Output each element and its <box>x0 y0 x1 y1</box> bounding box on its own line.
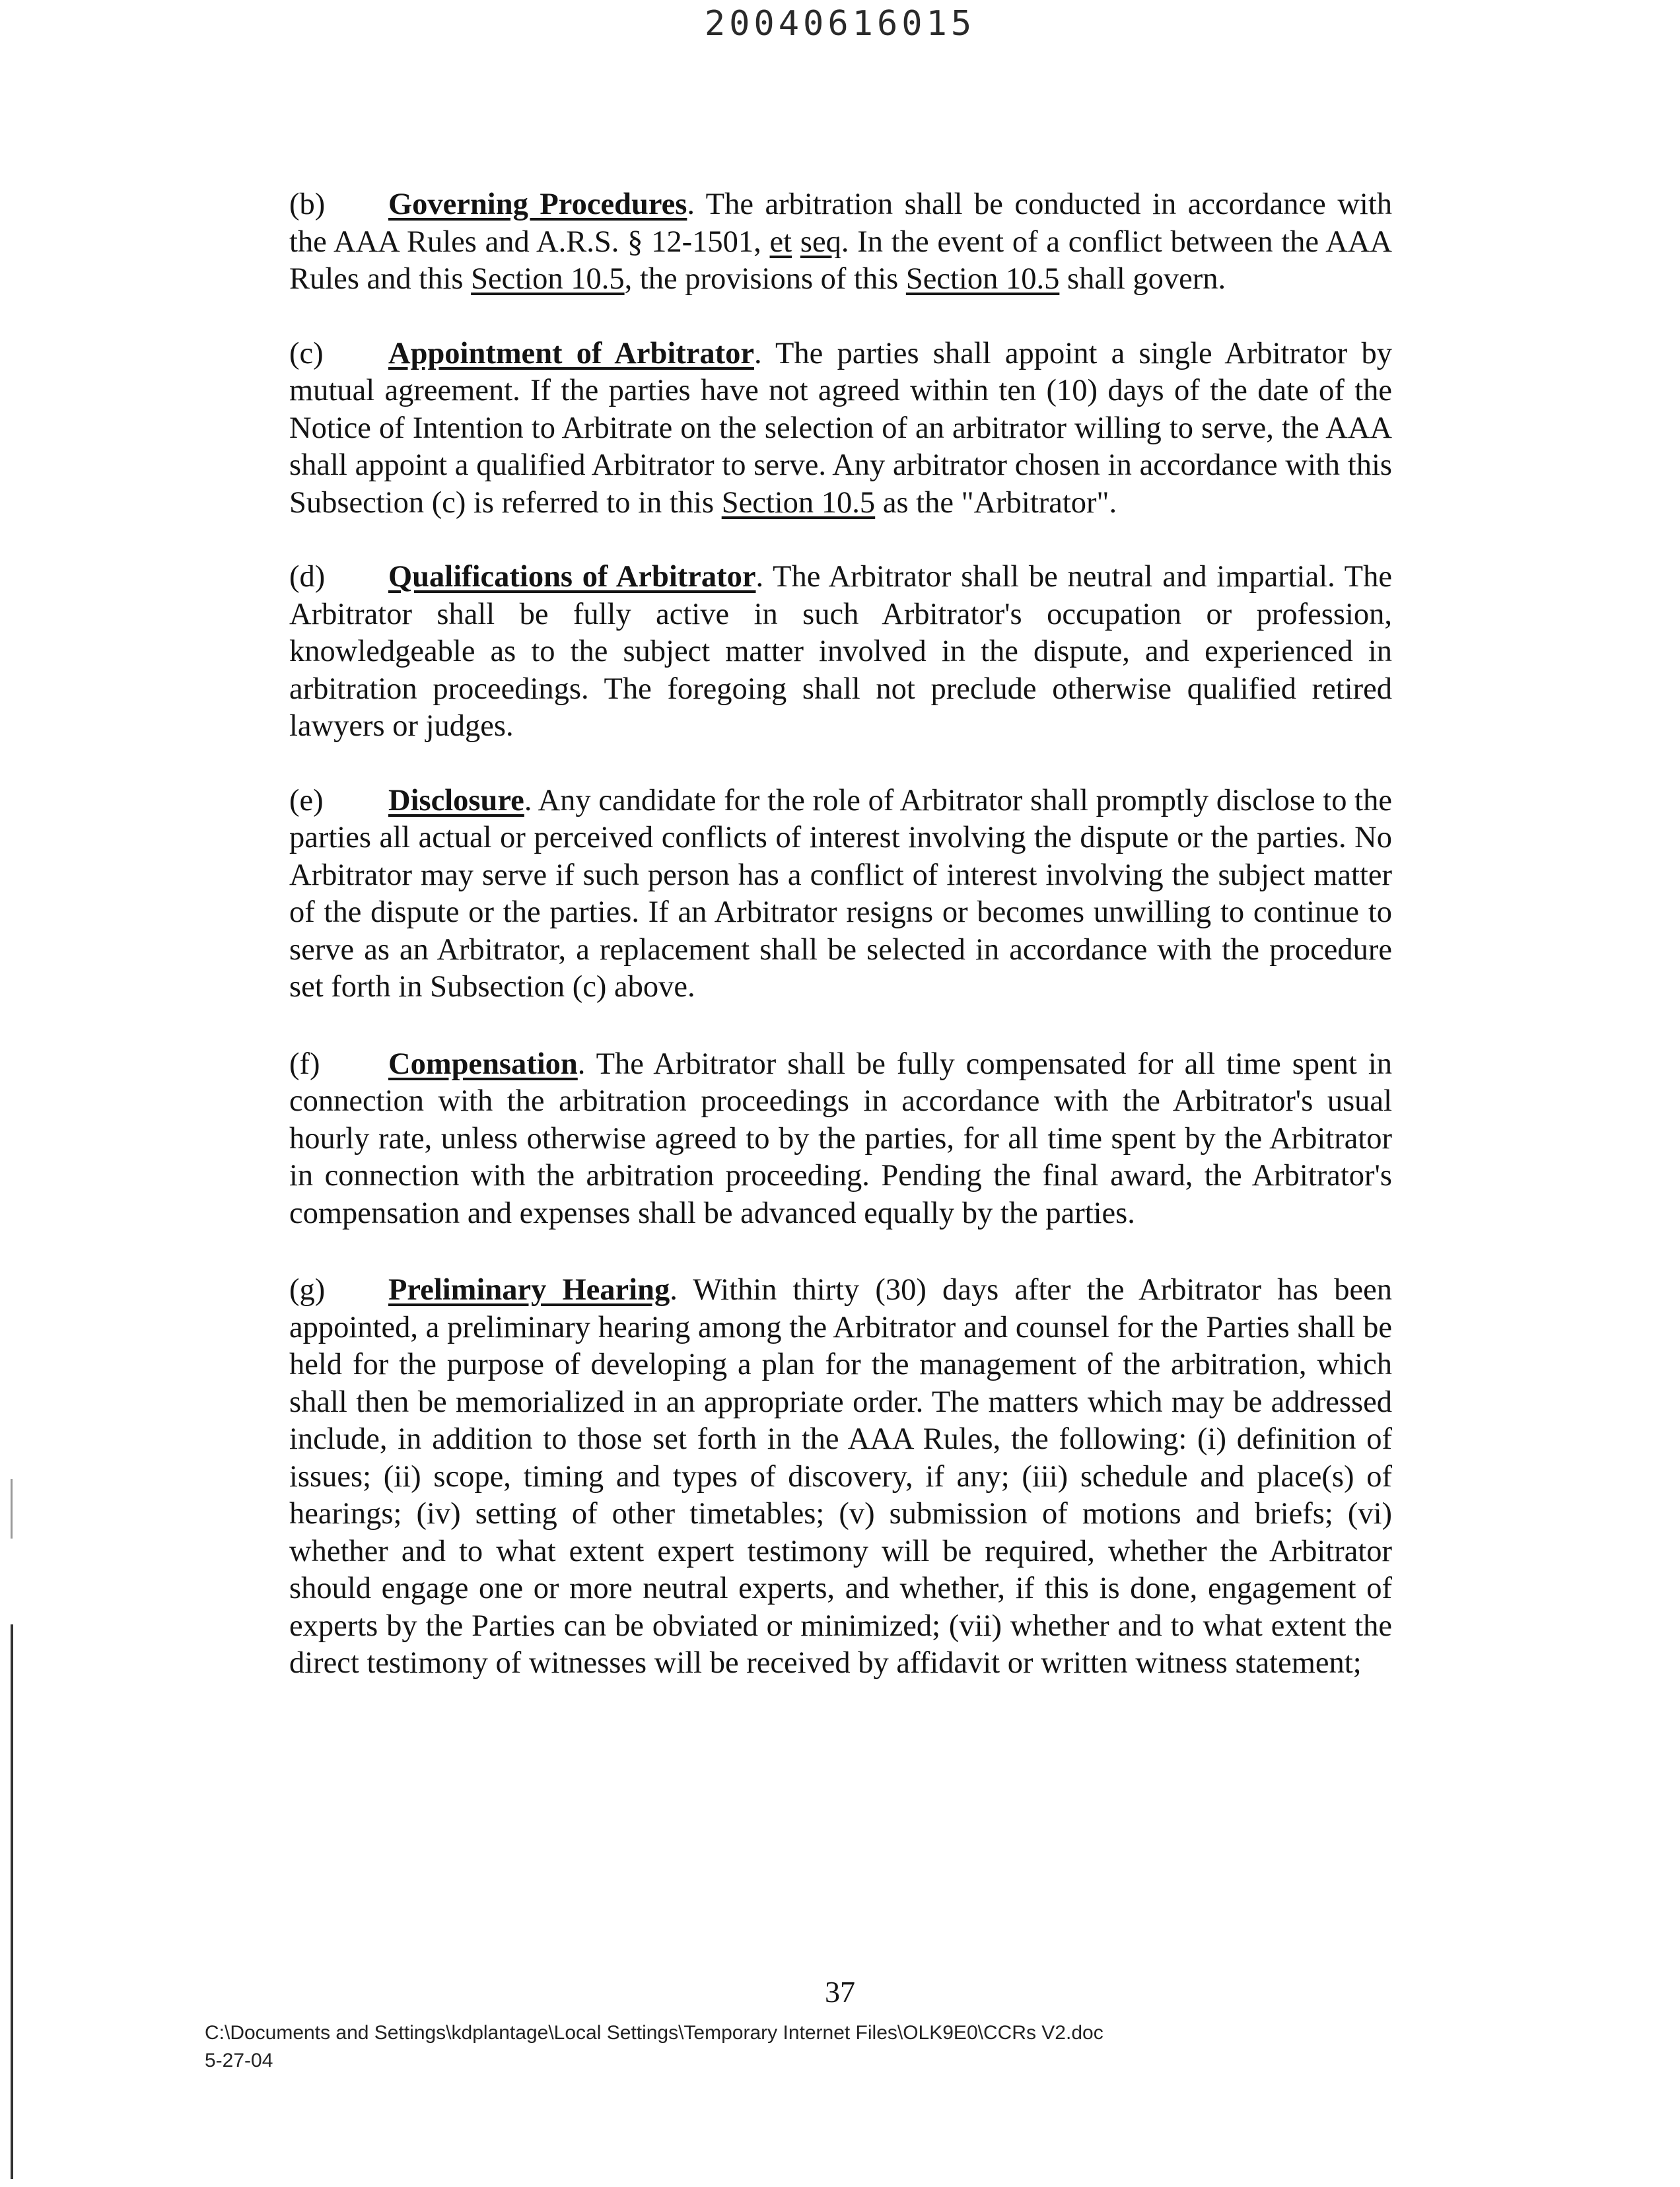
paragraph-disclosure <box>289 782 1392 1006</box>
paragraph-text: , the provisions of this <box>624 262 906 296</box>
paragraph-marker: (e) <box>289 783 324 817</box>
footer-file-path: C:\Documents and Settings\kdplantage\Local Settings\Temporary Internet Files\OLK9E0\CCRs V2.doc <box>205 2022 1103 2044</box>
scan-artifact-line <box>11 1479 13 1539</box>
citation-reference: et <box>769 225 792 259</box>
paragraph-text: . Within thirty (30) days after the Arbitrator has been appointed, a preliminary hearing among the Arbitrator and counsel for the Parties shall be held for the purpose of developing a plan for the management of the arbitration, which shall then be memorialized in an appropriate order. The matters which may be addressed include, in addition to those set forth in the AAA Rules, the following: (i) definition of issues; (ii) scope, timing and types of discovery, if any; (iii) schedule and place(s) of hearings; (iv) setting of other timetables; (v) submission of motions and briefs; (vi) whether and to what extent expert testimony will be required, whether the Arbitrator should engage one or more neutral experts, and whether, if this is done, engagement of experts by the Parties can be obviated or minimized; (vii) whether and to what extent the direct testimony of witnesses will be received by affidavit or written witness statement; <box>289 1273 1393 1680</box>
paragraph-governing-procedures <box>289 186 1392 298</box>
section-heading: Compensation <box>388 1047 578 1081</box>
paragraph-text: . The Arbitrator shall be fully compensated for all time spent in connection with the arbitration proceedings in accordance with the Arbitrator's usual hourly rate, unless otherwise agreed to by the parties, for all time spent by the Arbitrator in connection with the arbitration proceeding. Pending the final award, the Arbitrator's compensation and expenses shall be advanced equally by the parties. <box>289 1047 1392 1230</box>
paragraph-marker: (f) <box>289 1047 320 1081</box>
section-heading: Appointment of Arbitrator <box>388 336 754 370</box>
section-heading: Governing Procedures <box>388 188 687 221</box>
paragraph-text: as the "Arbitrator". <box>875 485 1117 520</box>
paragraph-qualifications-of-arbitrator <box>289 559 1392 746</box>
document-body <box>289 186 1392 1719</box>
paragraph-text <box>792 225 800 259</box>
paragraph-text: shall govern. <box>1059 262 1226 296</box>
document-stamp-number: 20040616015 <box>704 4 976 44</box>
citation-reference: seq <box>800 225 841 259</box>
section-reference: Section 10.5 <box>471 262 625 296</box>
paragraph-marker: (b) <box>289 188 326 221</box>
paragraph-text: . In the event of a conflict between the AAA Rules and this <box>289 225 1393 296</box>
section-reference: Section 10.5 <box>721 485 876 520</box>
page-number: 37 <box>825 1975 855 2009</box>
paragraph-marker: (d) <box>289 560 326 594</box>
section-reference: Section 10.5 <box>905 262 1060 296</box>
footer-date: 5-27-04 <box>205 2050 273 2071</box>
section-heading: Qualifications of Arbitrator <box>388 560 756 594</box>
paragraph-preliminary-hearing <box>289 1272 1392 1683</box>
paragraph-marker: (g) <box>289 1273 326 1307</box>
scan-artifact-line <box>11 1624 13 2179</box>
paragraph-text: . Any candidate for the role of Arbitrator shall promptly disclose to the parties all actual or perceived conflicts of interest involving the dispute or the parties. No Arbitrator may serve if such person has a conflict of interest involving the subject matter of the dispute or the parties. If an Arbitrator resigns or becomes unwilling to continue to serve as an Arbitrator, a replacement shall be selected in accordance with the procedure set forth in Subsection (c) above. <box>289 783 1392 1004</box>
section-heading: Disclosure <box>388 783 524 817</box>
paragraph-marker: (c) <box>289 336 324 370</box>
paragraph-text: . The Arbitrator shall be neutral and impartial. The Arbitrator shall be fully active in such Arbitrator's occupation or profession, knowledgeable as to the subject matter involved in the dispute, and experienced in arbitration proceedings. The foregoing shall not preclude otherwise qualified retired lawyers or judges. <box>289 560 1392 743</box>
paragraph-text: . The parties shall appoint a single Arbitrator by mutual agreement. If the parties have not agreed within ten (10) days of the date of the Notice of Intention to Arbitrate on the selection of an arbitrator willing to serve, the AAA shall appoint a qualified Arbitrator to serve. Any arbitrator chosen in accordance with this Subsection (c) is referred to in this <box>289 336 1392 520</box>
paragraph-text: . The arbitration shall be conducted in accordance with the AAA Rules and A.R.S. § 12-1501, <box>289 188 1392 259</box>
section-heading: Preliminary Hearing <box>388 1273 670 1307</box>
paragraph-compensation <box>289 1046 1392 1233</box>
paragraph-appointment-of-arbitrator <box>289 335 1392 522</box>
